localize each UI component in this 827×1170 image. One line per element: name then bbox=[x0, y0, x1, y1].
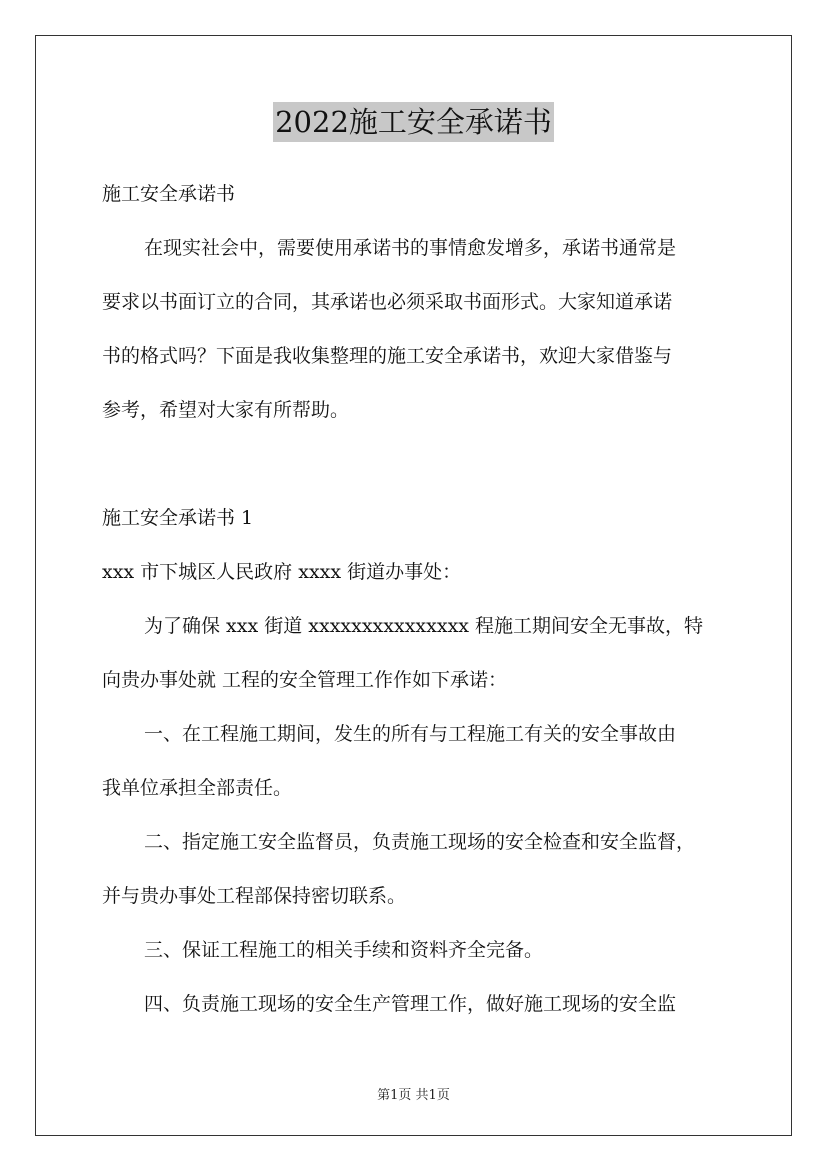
paragraph-line: 参考，希望对大家有所帮助。 bbox=[102, 399, 350, 421]
document-title: 2022施工安全承诺书 bbox=[273, 102, 554, 142]
paragraph-line: 一、在工程施工期间，发生的所有与工程施工有关的安全事故由 bbox=[144, 723, 677, 745]
page-footer: 第1页 共1页 bbox=[377, 1088, 450, 1103]
document-title-block bbox=[0, 102, 827, 142]
section-heading: 施工安全承诺书 bbox=[102, 183, 236, 205]
paragraph-line: 要求以书面订立的合同，其承诺也必须采取书面形式。大家知道承诺 bbox=[102, 291, 673, 313]
paragraph-line: 为了确保 xxx 街道 xxxxxxxxxxxxxxx 程施工期间安全无事故，特 bbox=[144, 615, 704, 637]
section-heading: 施工安全承诺书 1 bbox=[102, 507, 254, 529]
paragraph-line: 并与贵办事处工程部保持密切联系。 bbox=[102, 885, 407, 907]
paragraph-line: 我单位承担全部责任。 bbox=[102, 777, 293, 799]
paragraph-line: 三、保证工程施工的相关手续和资料齐全完备。 bbox=[144, 939, 544, 961]
paragraph-line: 在现实社会中，需要使用承诺书的事情愈发增多，承诺书通常是 bbox=[144, 237, 677, 259]
paragraph-line: 向贵办事处就 工程的安全管理工作作如下承诺： bbox=[102, 669, 508, 691]
paragraph-line: 书的格式吗？下面是我收集整理的施工安全承诺书，欢迎大家借鉴与 bbox=[102, 345, 673, 367]
addressee-line: xxx 市下城区人民政府 xxxx 街道办事处： bbox=[102, 561, 462, 583]
paragraph-line: 二、指定施工安全监督员，负责施工现场的安全检查和安全监督， bbox=[144, 831, 696, 853]
paragraph-line: 四、负责施工现场的安全生产管理工作，做好施工现场的安全监 bbox=[144, 993, 677, 1015]
